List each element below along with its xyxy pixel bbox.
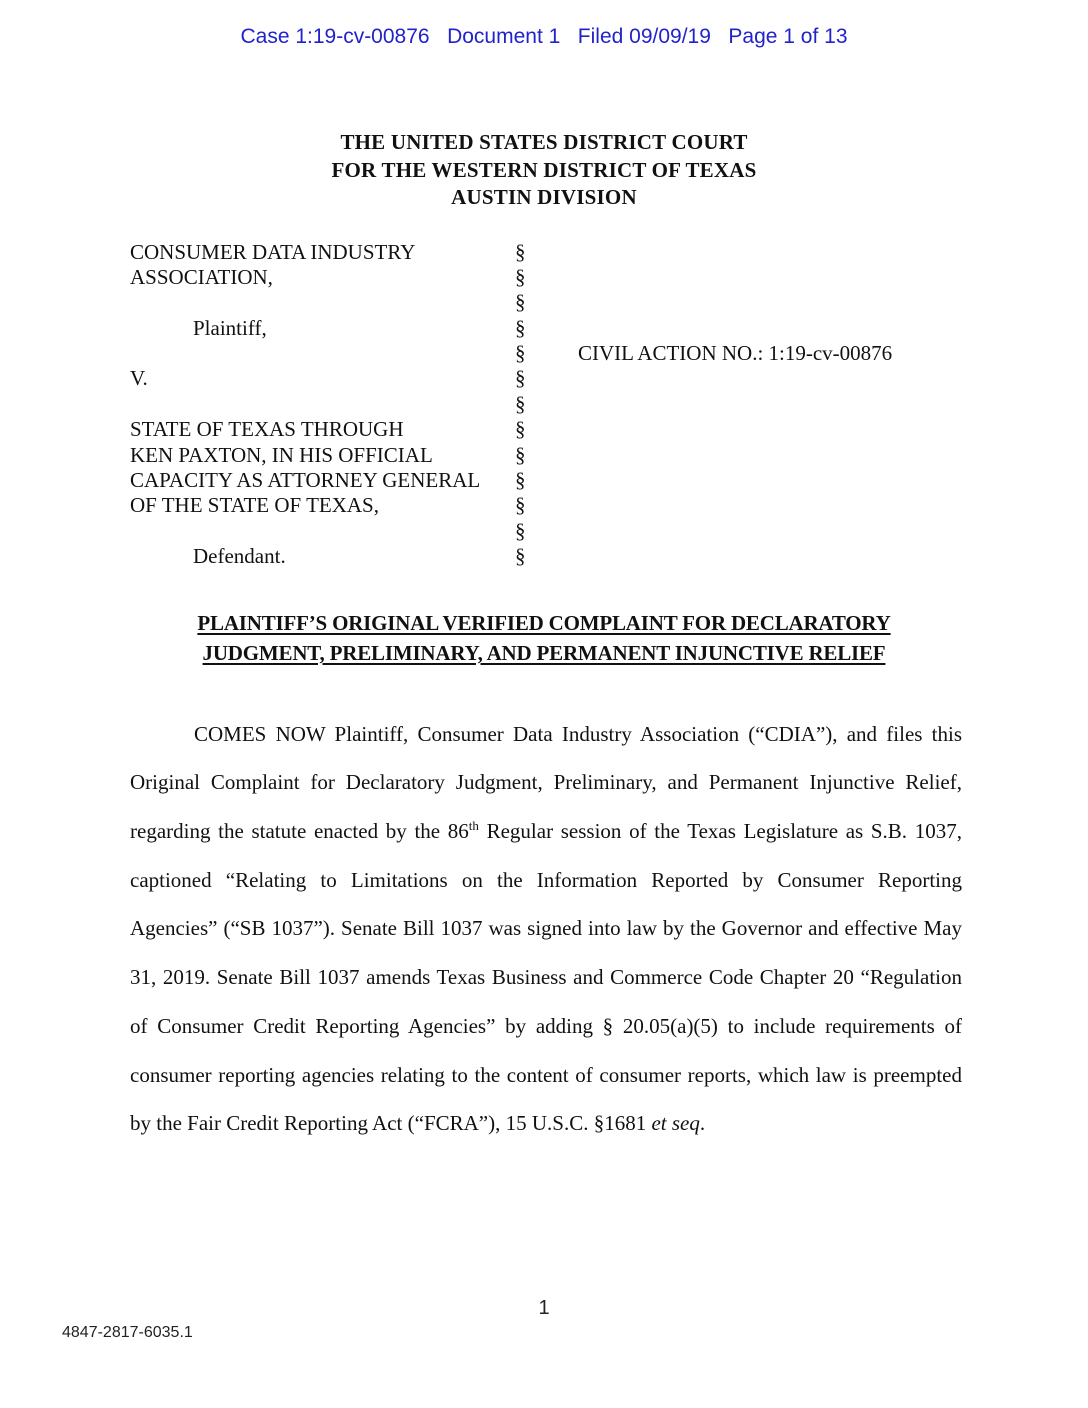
section-symbol: § (515, 417, 526, 442)
court-title-line: AUSTIN DIVISION (451, 185, 637, 209)
section-symbol: § (515, 315, 526, 340)
complaint-title-line: PLAINTIFF’S ORIGINAL VERIFIED COMPLAINT FOR DECLARATORY (197, 610, 891, 635)
defendant-name-line: KEN PAXTON, IN HIS OFFICIAL (130, 442, 433, 467)
section-symbol: § (515, 239, 526, 264)
section-symbol: § (515, 264, 526, 289)
section-symbol: § (515, 341, 526, 366)
caption-row (130, 468, 962, 493)
body-text: . (699, 1111, 706, 1136)
section-symbol: § (515, 468, 526, 493)
caption-row (130, 265, 962, 290)
body-paragraph (130, 710, 962, 1148)
civil-action-number: CIVIL ACTION NO.: 1:19-cv-00876 (578, 341, 893, 366)
case-caption (130, 240, 962, 570)
plaintiff-label: Plaintiff, (193, 315, 267, 340)
latin-phrase: et seq (651, 1111, 700, 1136)
caption-row (130, 290, 962, 315)
court-title-line: THE UNITED STATES DISTRICT COURT (340, 130, 748, 154)
section-symbol: § (515, 493, 526, 518)
defendant-name-line: OF THE STATE OF TEXAS, (130, 493, 379, 518)
complaint-title (0, 608, 1088, 668)
caption-row (130, 392, 962, 417)
caption-row (130, 417, 962, 442)
caption-row (130, 240, 962, 265)
section-symbol: § (515, 391, 526, 416)
caption-row (130, 544, 962, 569)
caption-row (130, 341, 962, 366)
caption-row (130, 366, 962, 391)
defendant-name-line: STATE OF TEXAS THROUGH (130, 417, 404, 442)
body-text: COMES NOW Plaintiff, Consumer Data Industry Association (“CDIA”), and files this Original Complaint for Declaratory Judgment, Preliminary, and Permanent Injunctive Relief, regarding the statute enacted by the 86 (130, 721, 962, 843)
court-title (0, 129, 1088, 212)
caption-row (130, 493, 962, 518)
caption-row (130, 443, 962, 468)
section-symbol: § (515, 544, 526, 569)
complaint-title-line: JUDGMENT, PRELIMINARY, AND PERMANENT INJUNCTIVE RELIEF (202, 640, 886, 665)
versus-label: V. (130, 366, 148, 391)
defendant-label: Defendant. (193, 544, 286, 569)
caption-row (130, 316, 962, 341)
ordinal-superscript: th (468, 817, 479, 833)
caption-row (130, 519, 962, 544)
plaintiff-name-line: ASSOCIATION, (130, 264, 273, 289)
case-stamp-header: Case 1:19-cv-00876 Document 1 Filed 09/09/19 Page 1 of 13 (240, 25, 848, 48)
defendant-name-line: CAPACITY AS ATTORNEY GENERAL (130, 468, 481, 493)
page-number: 1 (538, 1297, 550, 1319)
section-symbol: § (515, 518, 526, 543)
court-title-line: FOR THE WESTERN DISTRICT OF TEXAS (331, 157, 757, 182)
section-symbol: § (515, 442, 526, 467)
section-symbol: § (515, 366, 526, 391)
body-text: Regular session of the Texas Legislature as S.B. 1037, captioned “Relating to Limitations on the Information Reported by Consumer Reporting Agencies” (“SB 1037”). Senate Bill 1037 was signed into law by the Governor and effective May 31, 2019. Senate Bill 1037 amends Texas Business and Commerce Code Chapter 20 “Regulation of Consumer Credit Reporting Agencies” by adding § 20.05(a)(5) to include requirements of consumer reporting agencies relating to the content of consumer reports, which law is preempted by the Fair Credit Reporting Act (“FCRA”), 15 U.S.C. §1681 (130, 818, 962, 1136)
document-id-footer: 4847-2817-6035.1 (62, 1324, 193, 1341)
plaintiff-name-line: CONSUMER DATA INDUSTRY (130, 239, 416, 264)
section-symbol: § (515, 290, 526, 315)
